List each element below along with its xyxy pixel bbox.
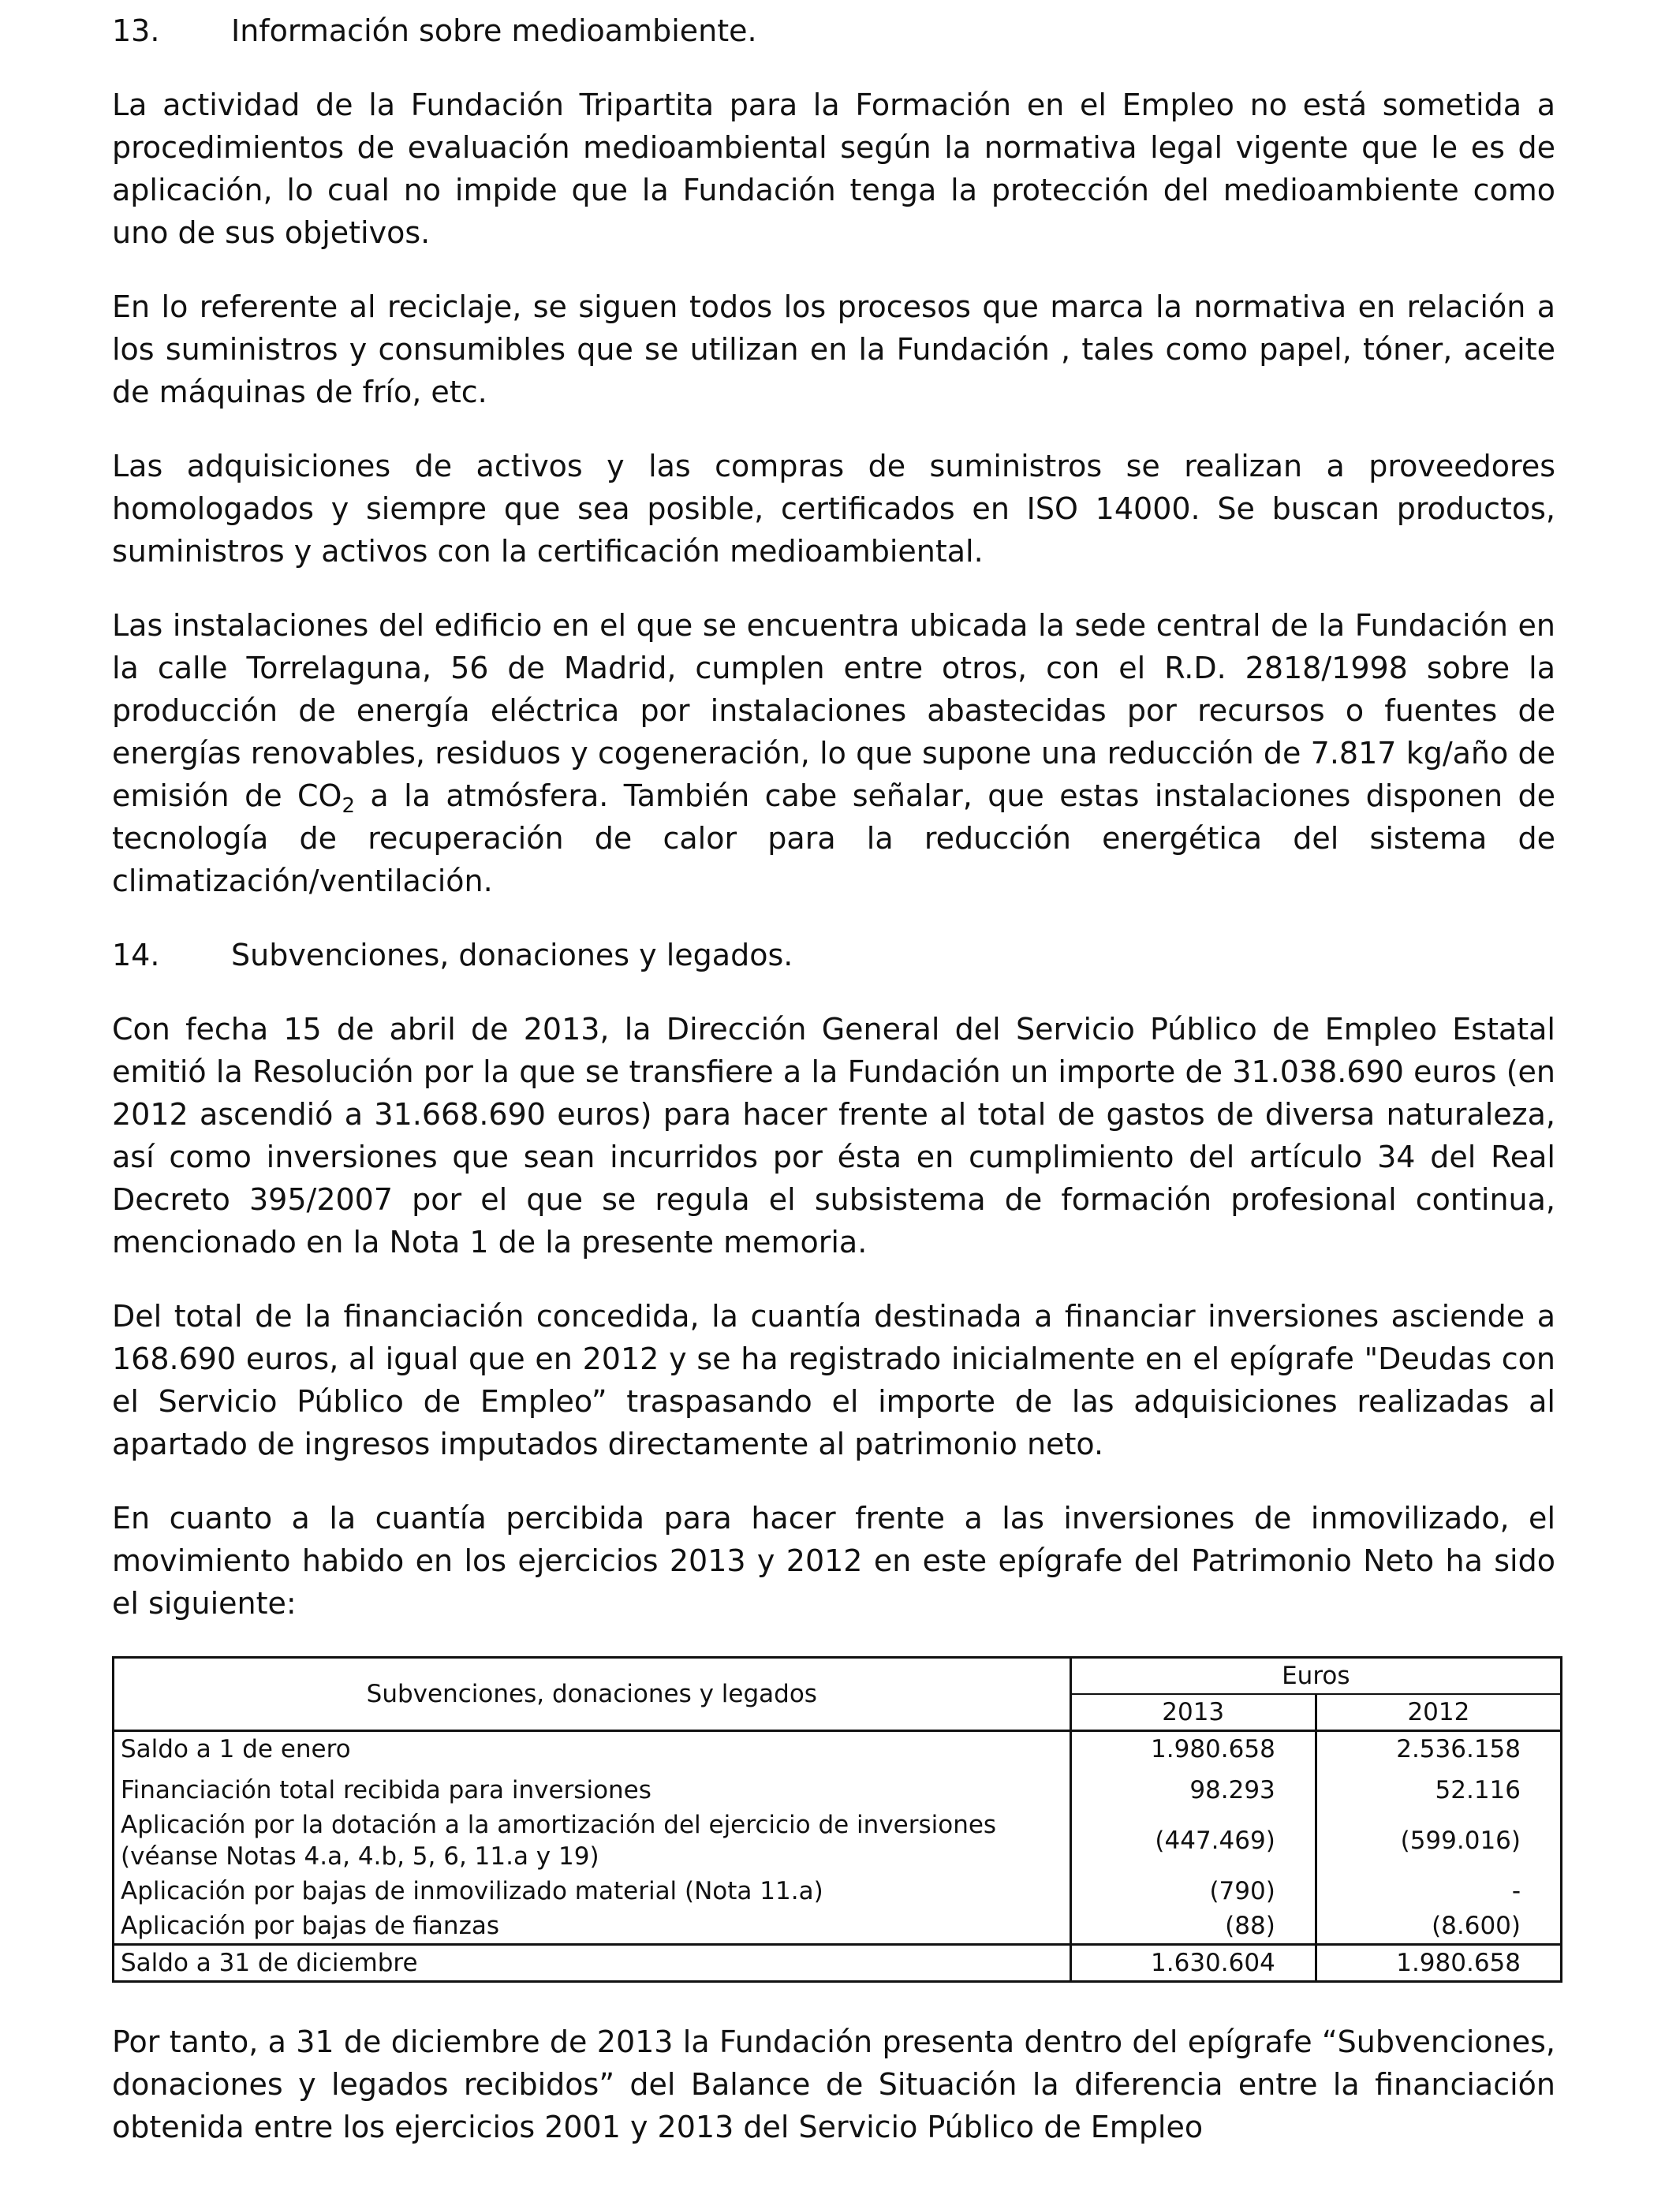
row-value-2013: 1.980.658: [1070, 1731, 1316, 1767]
document-page: [112, 9, 1555, 2180]
row-label-line: (véanse Notas 4.a, 4.b, 5, 6, 11.a y 19): [121, 1842, 599, 1871]
header-year-2013: 2013: [1070, 1694, 1316, 1731]
paragraph: Con fecha 15 de abril de 2013, la Dirección General del Servicio Público de Empleo Estatal emitió la Resolución por la que se transfiere a la Fundación un importe de 31.038.690 euros (en 2012 ascendió a 31.668.690 euros) para hacer frente al total de gastos de diversa naturaleza, así como inversiones que sean incurridos por ésta en cumplimiento del artículo 34 del Real Decreto 395/2007 por el que se regula el subsistema de formación profesional continua, mencionado en la Nota 1 de la presente memoria.: [112, 1012, 1555, 1259]
paragraph: La actividad de la Fundación Tripartita para la Formación en el Empleo no está sometida a procedimientos de evaluación medioambiental según la normativa legal vigente que le es de aplicación, lo cual no impide que la Fundación tenga la protección del medioambiente como uno de sus objetivos.: [112, 88, 1555, 250]
row-value-2012: 52.116: [1316, 1767, 1561, 1808]
paragraph-closing: Por tanto, a 31 de diciembre de 2013 la Fundación presenta dentro del epígrafe “Subvenciones, donaciones y legados recibidos” del Balance de Situación la diferencia entre la financiación obtenida entre los ejercicios 2001 y 2013 del Servicio Público de Empleo: [112, 2024, 1555, 2144]
total-label: Saldo a 31 de diciembre: [114, 1945, 1071, 1982]
table-row: [114, 1731, 1562, 1767]
row-value-2012: 2.536.158: [1316, 1731, 1561, 1767]
row-label: Saldo a 1 de enero: [114, 1731, 1071, 1767]
section-13-title: Información sobre medioambiente.: [231, 13, 757, 48]
header-description: Subvenciones, donaciones y legados: [114, 1658, 1071, 1731]
section-13-number: 13.: [112, 13, 160, 48]
paragraph-text: a la atmósfera. También cabe señalar, que estas instalaciones disponen de tecnología de recuperación de calor para la reducción energética del sistema de climatización/ventilación.: [112, 778, 1555, 898]
paragraph-text: Las instalaciones del edificio en el que se encuentra ubicada la sede central de la Fundación en la calle Torrelaguna, 56 de Madrid, cumplen entre otros, con el R.D. 2818/1998 sobre la producción de energía eléctrica por instalaciones abastecidas por recursos o fuentes de energías renovables, residuos y cogeneración, lo que supone una reducción de 7.817 kg/año de emisión de CO: [112, 608, 1555, 813]
paragraph-co2: [112, 604, 1555, 902]
row-value-2013: (790): [1070, 1874, 1316, 1909]
table-total-row: [114, 1945, 1562, 1982]
row-value-2012: (8.600): [1316, 1909, 1561, 1945]
subscript: 2: [342, 794, 355, 818]
total-value-2012: 1.980.658: [1316, 1945, 1561, 1982]
header-year-2012: 2012: [1316, 1694, 1561, 1731]
row-value-2013: (88): [1070, 1909, 1316, 1945]
paragraph: En lo referente al reciclaje, se siguen todos los procesos que marca la normativa en relación a los suministros y consumibles que se utilizan en la Fundación , tales como papel, tóner, aceite de máquinas de frío, etc.: [112, 289, 1555, 409]
row-label: Financiación total recibida para inversiones: [114, 1767, 1071, 1808]
row-label: [114, 1808, 1071, 1874]
row-label-line: Aplicación por la dotación a la amortización del ejercicio de inversiones: [121, 1811, 997, 1839]
paragraph: Del total de la financiación concedida, la cuantía destinada a financiar inversiones asciende a 168.690 euros, al igual que en 2012 y se ha registrado inicialmente en el epígrafe "Deudas con el Servicio Público de Empleo” traspasando el importe de las adquisiciones realizadas al apartado de ingresos imputados directamente al patrimonio neto.: [112, 1299, 1555, 1461]
section-14-title: Subvenciones, donaciones y legados.: [231, 938, 793, 972]
total-value-2013: 1.630.604: [1070, 1945, 1316, 1982]
section-14-number: 14.: [112, 938, 160, 972]
row-value-2012: (599.016): [1316, 1808, 1561, 1874]
row-value-2013: (447.469): [1070, 1808, 1316, 1874]
paragraph: En cuanto a la cuantía percibida para hacer frente a las inversiones de inmovilizado, el movimiento habido en los ejercicios 2013 y 2012 en este epígrafe del Patrimonio Neto ha sido el siguiente:: [112, 1501, 1555, 1621]
table-row: [114, 1808, 1562, 1874]
table-header-row: [114, 1658, 1562, 1695]
subsidies-table: [112, 1656, 1562, 1983]
table-row: [114, 1909, 1562, 1945]
row-label: Aplicación por bajas de inmovilizado material (Nota 11.a): [114, 1874, 1071, 1909]
row-value-2012: -: [1316, 1874, 1561, 1909]
table-row: [114, 1767, 1562, 1808]
section-14-heading: [112, 934, 1555, 976]
header-euros: Euros: [1070, 1658, 1561, 1695]
row-label: Aplicación por bajas de fianzas: [114, 1909, 1071, 1945]
paragraph: Las adquisiciones de activos y las compras de suministros se realizan a proveedores homologados y siempre que sea posible, certificados en ISO 14000. Se buscan productos, suministros y activos con la certificación medioambiental.: [112, 449, 1555, 569]
section-13-heading: [112, 9, 1555, 52]
table-row: [114, 1874, 1562, 1909]
row-value-2013: 98.293: [1070, 1767, 1316, 1808]
